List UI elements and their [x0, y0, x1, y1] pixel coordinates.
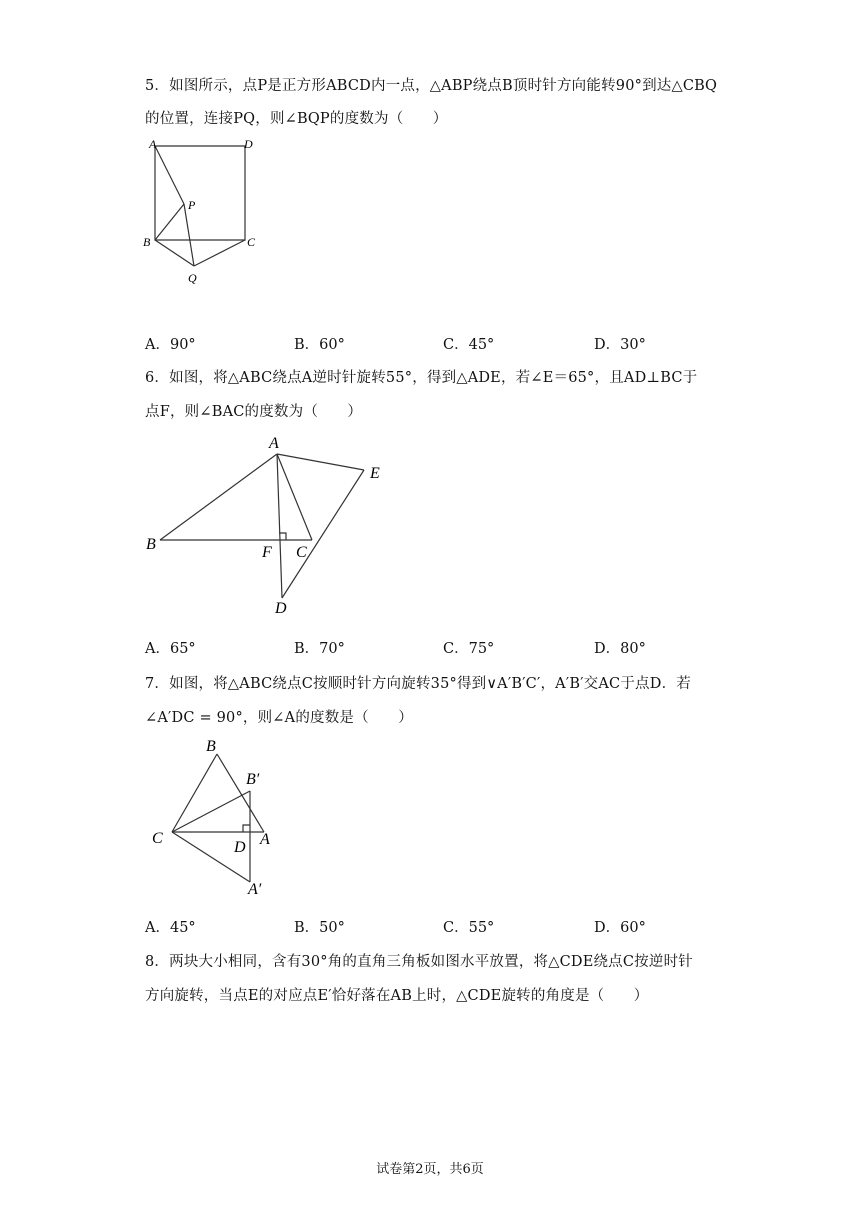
- q6-label-c: C: [296, 544, 307, 561]
- q5-option-a[interactable]: A．90°: [145, 337, 196, 353]
- q8-line-1: 8．两块大小相同，含有30°角的直角三角板如图水平放置，将△CDE绕点C按逆时针: [145, 954, 693, 970]
- q5-label-b: B: [143, 235, 151, 249]
- q7-label-d: D: [234, 839, 246, 856]
- q6-option-a[interactable]: A．65°: [145, 641, 196, 657]
- q6-option-d[interactable]: D．80°: [594, 641, 646, 657]
- q7-label-c: C: [152, 830, 163, 847]
- q5-label-d: D: [244, 137, 253, 151]
- q6-figure: [140, 430, 390, 620]
- q6-label-e: E: [370, 465, 380, 482]
- q5-line-1: 5．如图所示，点P是正方形ABCD内一点，△ABP绕点B顶时针方向能转90°到达△CBQ: [145, 78, 718, 94]
- q6-option-c[interactable]: C．75°: [443, 641, 495, 657]
- q6-option-b[interactable]: B．70°: [294, 641, 345, 657]
- q5-label-p: P: [188, 198, 196, 212]
- q5-label-q: Q: [188, 271, 197, 284]
- q7-label-b: B: [206, 738, 216, 755]
- page-footer: 试卷第2页，共6页: [376, 1162, 484, 1177]
- q5-option-b[interactable]: B．60°: [294, 337, 345, 353]
- q5-option-d[interactable]: D．30°: [594, 337, 646, 353]
- q6-line-1: 6．如图，将△ABC绕点A逆时针旋转55°，得到△ADE，若∠E＝65°，且AD⊥BC于: [145, 370, 698, 386]
- q7-option-a[interactable]: A．45°: [145, 920, 196, 936]
- q6-line-2: 点F，则∠BAC的度数为（ ）: [145, 404, 363, 420]
- q5-label-c: C: [247, 235, 256, 249]
- q7-label-b-prime: B′: [246, 771, 260, 788]
- q6-label-a: A: [269, 435, 279, 452]
- q8-line-2: 方向旋转，当点E的对应点E′恰好落在AB上时，△CDE旋转的角度是（ ）: [145, 988, 649, 1004]
- q7-option-b[interactable]: B．50°: [294, 920, 345, 936]
- q7-line-2: ∠A′DC = 90°，则∠A的度数是（ ）: [145, 710, 413, 726]
- q6-label-d: D: [275, 600, 287, 617]
- q6-label-f: F: [262, 544, 272, 561]
- q5-option-c[interactable]: C．45°: [443, 337, 495, 353]
- q5-label-a: A: [149, 137, 157, 151]
- q5-line-2: 的位置，连接PQ，则∠BQP的度数为（ ）: [145, 111, 448, 127]
- q7-figure: [148, 734, 288, 904]
- q5-figure: [138, 134, 278, 284]
- q7-label-a-prime: A′: [248, 881, 262, 898]
- q7-option-c[interactable]: C．55°: [443, 920, 495, 936]
- q7-line-1: 7．如图，将△ABC绕点C按顺时针方向旋转35°得到∨A′B′C′，A′B′交AC于点D．若: [145, 676, 691, 692]
- q6-label-b: B: [146, 536, 156, 553]
- q7-option-d[interactable]: D．60°: [594, 920, 646, 936]
- q7-label-a: A: [260, 831, 270, 848]
